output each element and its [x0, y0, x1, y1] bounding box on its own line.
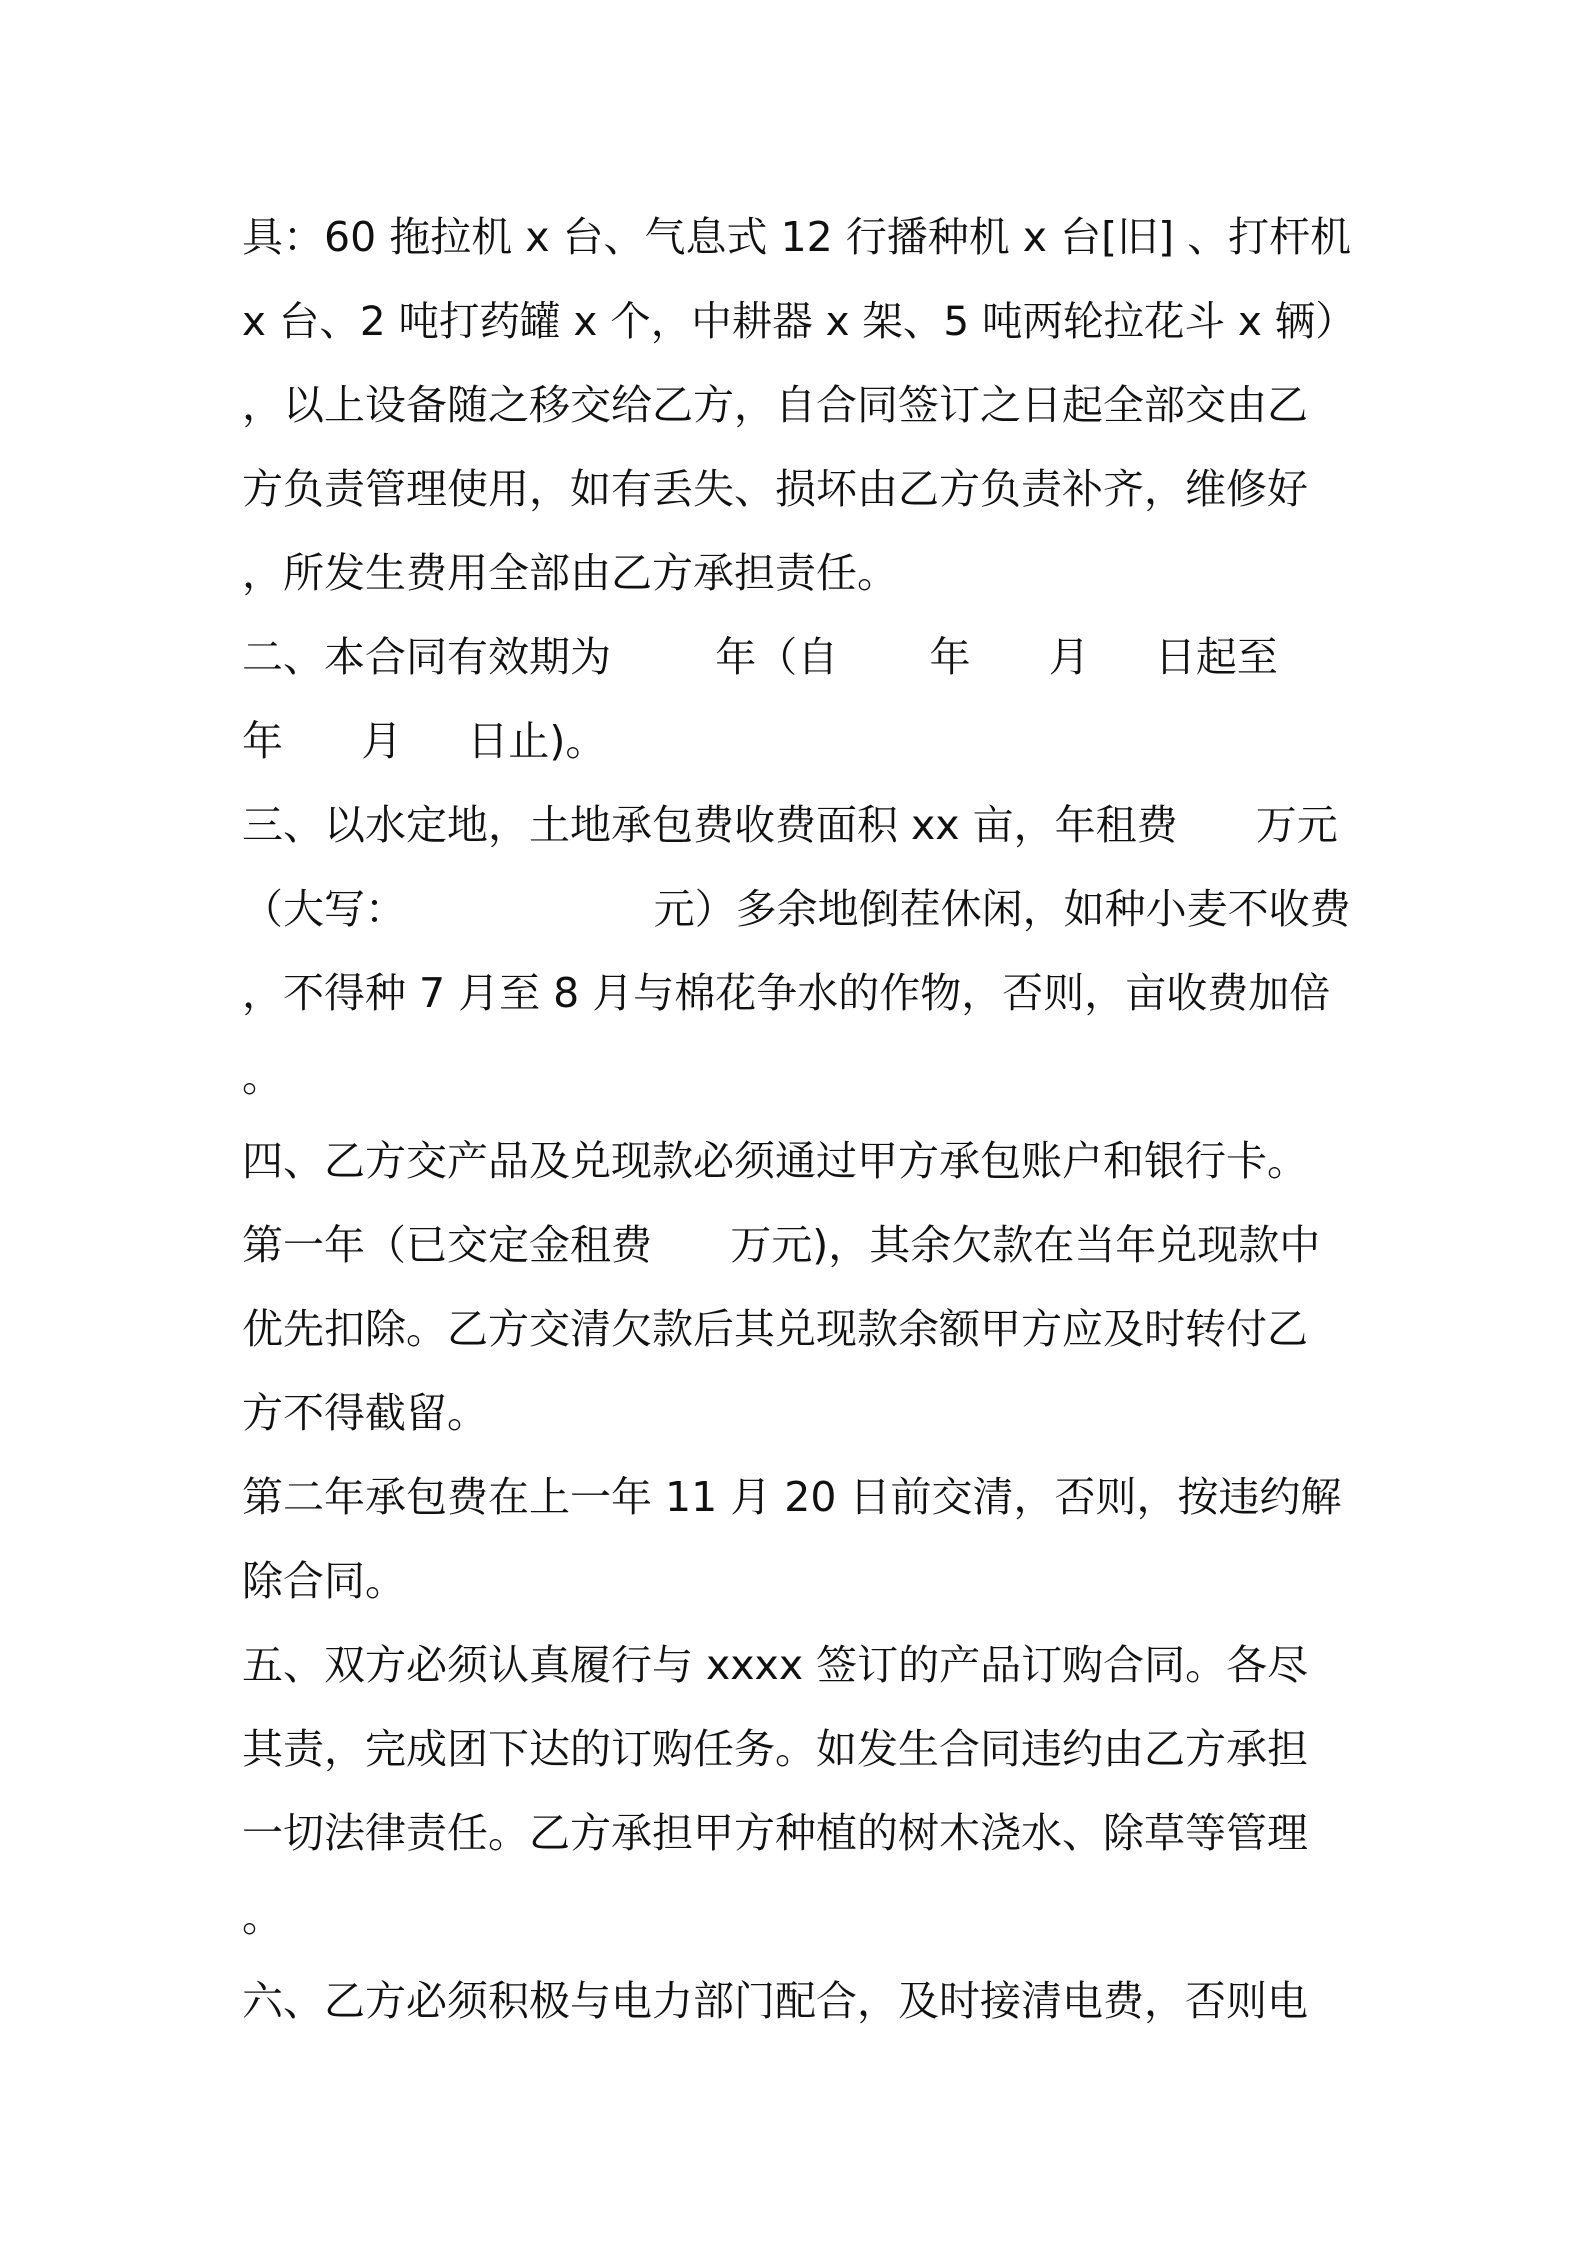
text-line: 方负责管理使用，如有丢失、损坏由乙方负责补齐，维修好 [242, 465, 1308, 513]
text-line: 方不得截留。 [242, 1389, 488, 1437]
text-line: 。 [242, 1893, 283, 1941]
text-line: 五、双方必须认真履行与 xxxx 签订的产品订购合同。各尽 [242, 1641, 1309, 1689]
text-line: 具：60 拖拉机 x 台、气息式 12 行播种机 x 台[旧] 、打杆机 [242, 213, 1352, 261]
text-line: 三、以水定地，土地承包费收费面积 xx 亩，年租费 万元 [242, 801, 1338, 849]
text-line: 四、乙方交产品及兑现款必须通过甲方承包账户和银行卡。 [242, 1137, 1308, 1185]
text-line: ，所发生费用全部由乙方承担责任。 [242, 549, 898, 597]
text-line: 一切法律责任。乙方承担甲方种植的树木浇水、除草等管理 [242, 1809, 1308, 1857]
text-line: 年 月 日止)。 [242, 717, 607, 765]
text-line: ，不得种 7 月至 8 月与棉花争水的作物，否则，亩收费加倍 [242, 969, 1331, 1017]
text-line: 六、乙方必须积极与电力部门配合，及时接清电费，否则电 [242, 1977, 1308, 2025]
text-line: （大写： 元）多余地倒茬休闲，如种小麦不收费 [242, 885, 1351, 933]
text-line: 第二年承包费在上一年 11 月 20 日前交清，否则，按违约解 [242, 1473, 1342, 1521]
text-line: 优先扣除。乙方交清欠款后其兑现款余额甲方应及时转付乙 [242, 1305, 1308, 1353]
text-line: 。 [242, 1053, 283, 1101]
text-line: 除合同。 [242, 1557, 406, 1605]
text-line: 第一年（已交定金租费 万元)，其余欠款在当年兑现款中 [242, 1221, 1321, 1269]
text-line: x 台、2 吨打药罐 x 个，中耕器 x 架、5 吨两轮拉花斗 x 辆） [242, 297, 1356, 345]
contract-text [242, 195, 1362, 2043]
text-line: 其责，完成团下达的订购任务。如发生合同违约由乙方承担 [242, 1725, 1308, 1773]
text-line: ，以上设备随之移交给乙方，自合同签订之日起全部交由乙 [242, 381, 1308, 429]
text-line: 二、本合同有效期为 年（自 年 月 日起至 [242, 633, 1278, 681]
